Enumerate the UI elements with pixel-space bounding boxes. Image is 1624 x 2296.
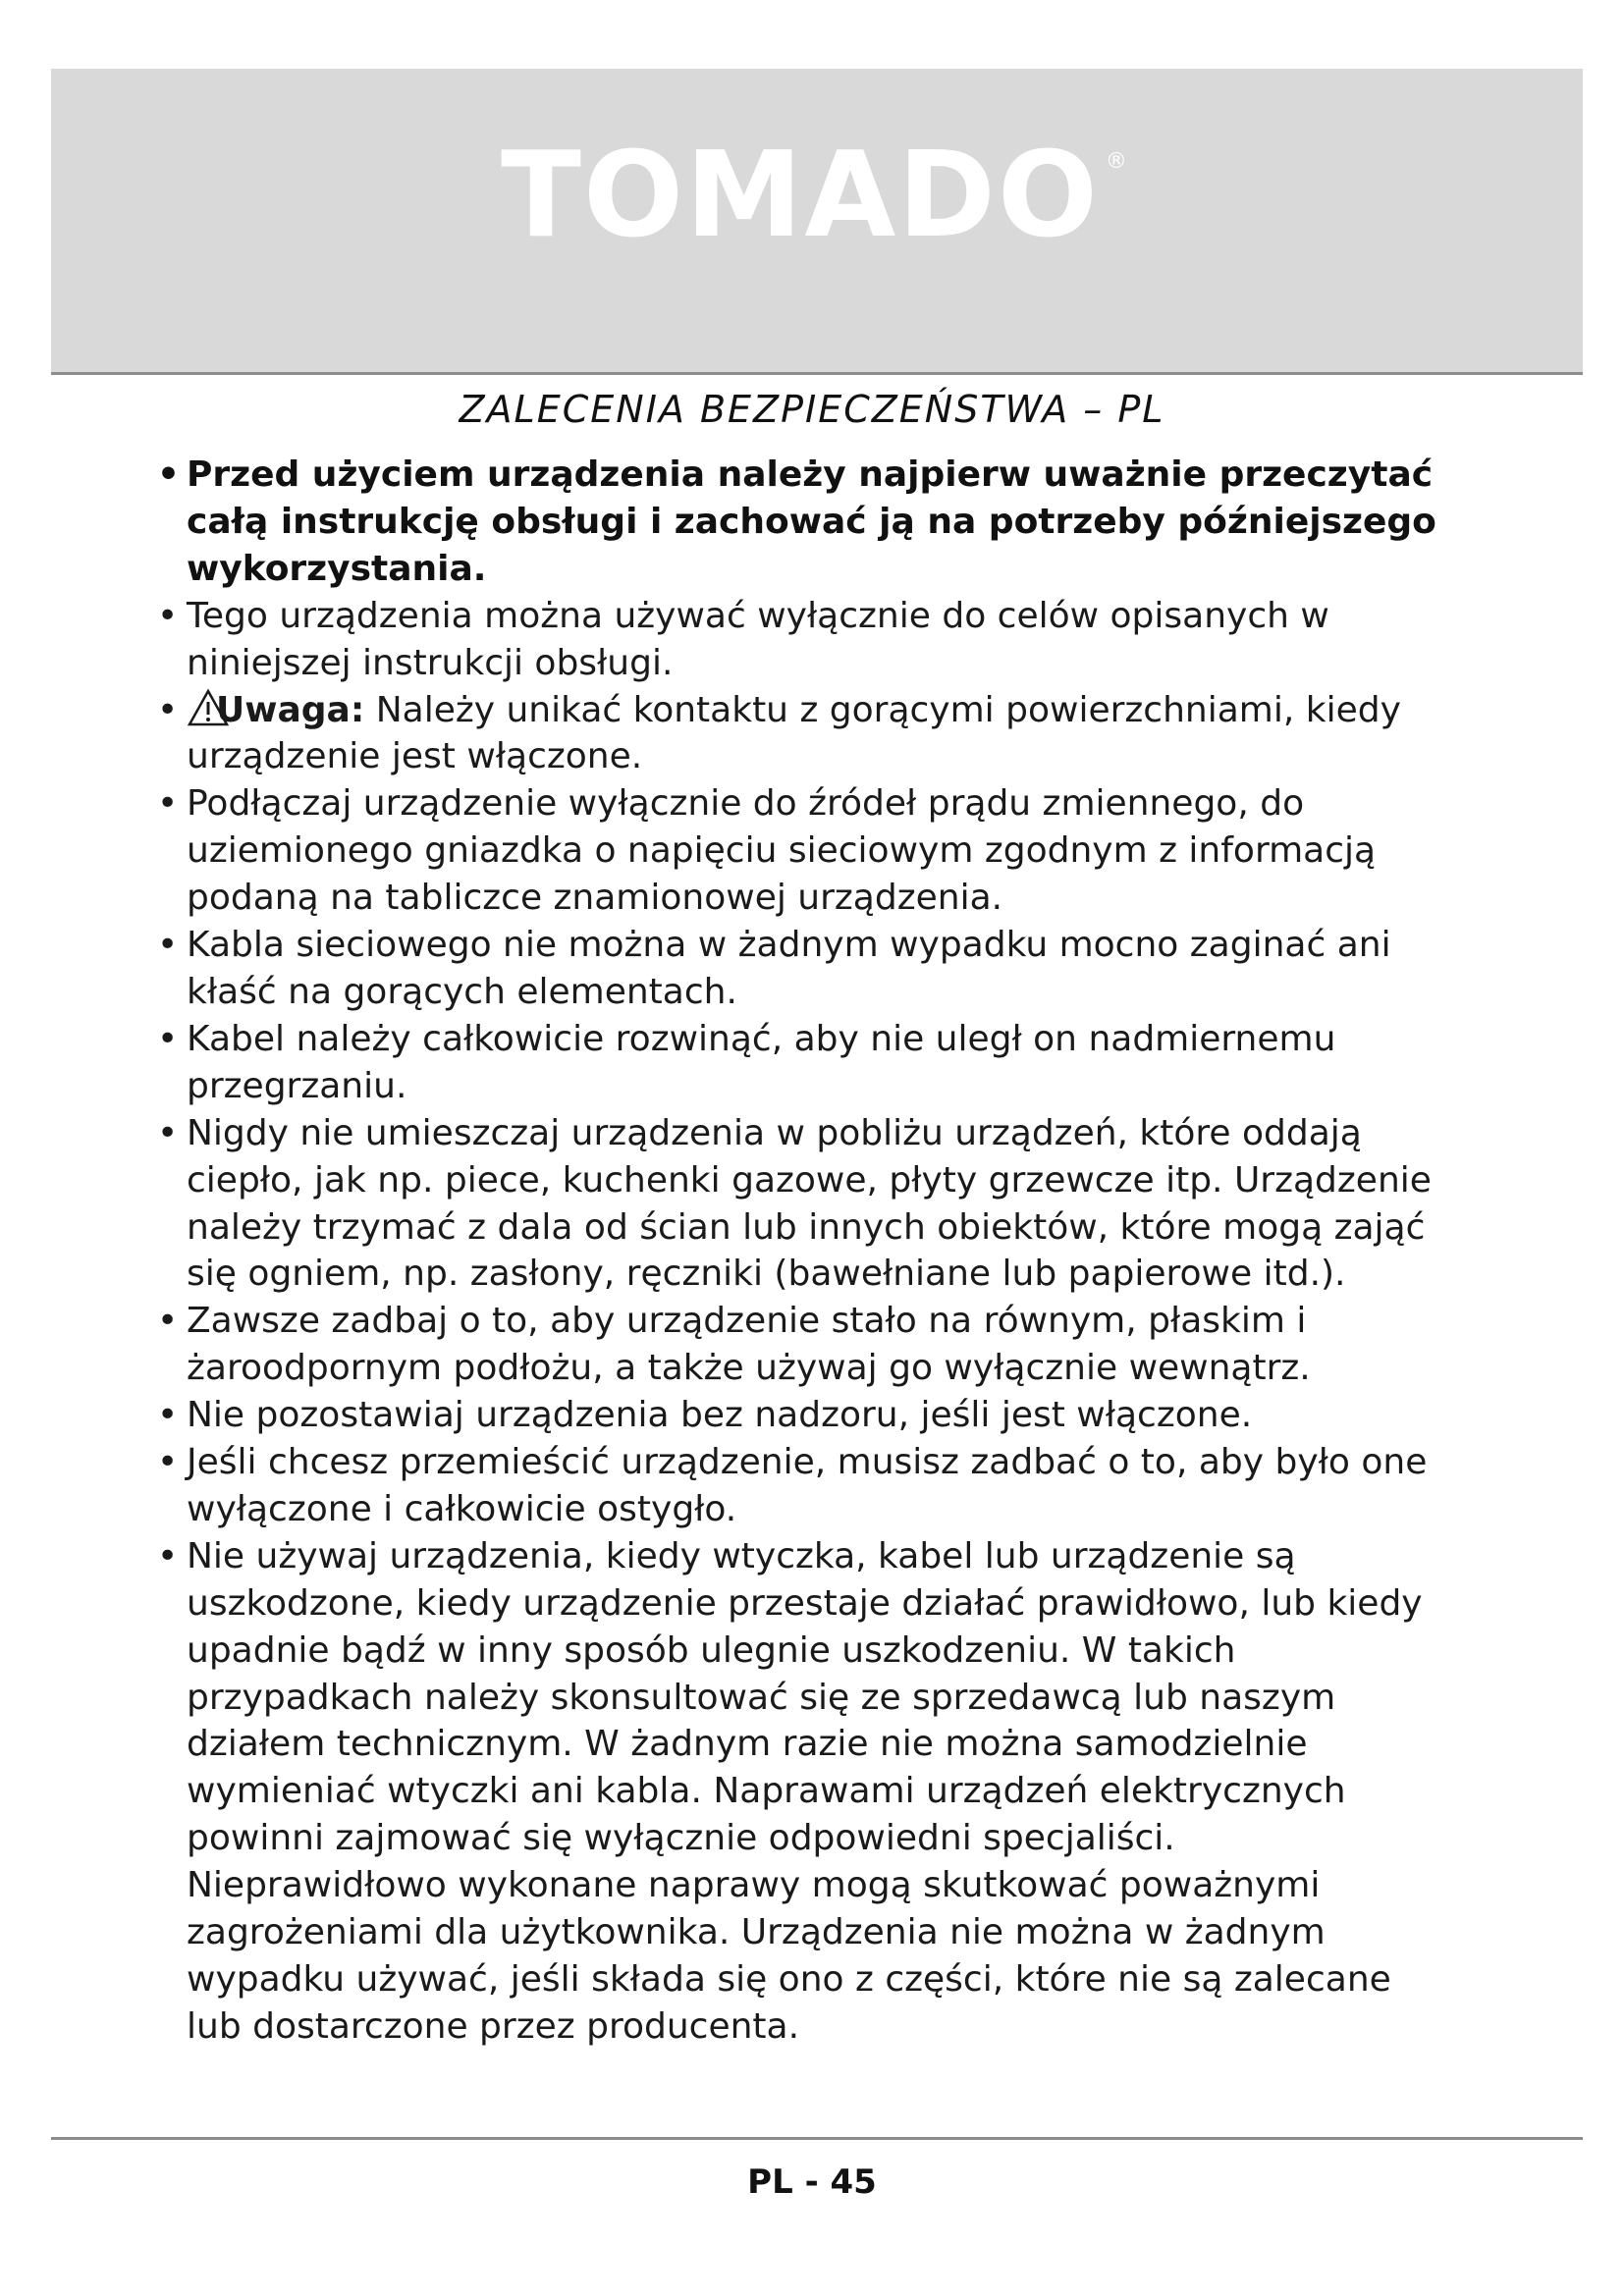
rule-item: • Nie używaj urządzenia, kiedy wtyczka, kabel lub urządzenie są uszkodzone, kiedy urządzenie przestaje działać prawidłowo, lub kiedy upadnie bądź w inny sposób ulegnie uszkodzeniu. W takich przypadkach należy skonsultować się ze sprzedawcą lub naszym działem technicznym. W żadnym razie nie można samodzielnie wymieniać wtyczki ani kabla. Naprawami urządzeń elektrycznych powinni zajmować się wyłącznie odpowiedni specjaliści. Nieprawidłowo wykonane naprawy mogą skutkować poważnymi zagrożeniami dla użytkownika. Urządzenia nie można w żadnym wypadku używać, jeśli składa się ono z części, które nie są zalecane lub dostarczone przez producenta.: [149, 1533, 1445, 2051]
footer-divider: [51, 2137, 1583, 2140]
rule-item: • Zawsze zadbaj o to, aby urządzenie stało na równym, płaskim i żaroodpornym podłożu, a także używaj go wyłącznie wewnątrz.: [149, 1298, 1445, 1392]
page-number: PL - 45: [747, 2163, 877, 2202]
rule-item: • Kabel należy całkowicie rozwinąć, aby nie uległ on nadmiernemu przegrzaniu.: [149, 1016, 1445, 1110]
brand-logo: [0, 128, 1624, 264]
rule-text: Należy unikać kontaktu z gorącymi powierzchniami, kiedy urządzenie jest włączone.: [187, 689, 1401, 777]
rule-item: • Podłączaj urządzenie wyłącznie do źródeł prądu zmiennego, do uziemionego gniazdka o napięciu sieciowym zgodnym z informacją podaną na tabliczce znamionowej urządzenia.: [149, 780, 1445, 922]
rule-item-warning: [149, 687, 1445, 781]
safety-rules-list: [149, 452, 1445, 2051]
rule-item: • Nigdy nie umieszczaj urządzenia w pobliżu urządzeń, które oddają ciepło, jak np. piece, kuchenki gazowe, płyty grzewcze itp. Urządzenie należy trzymać z dala od ścian lub innych obiektów, które mogą zająć się ogniem, np. zasłony, ręczniki (bawełniane lub papierowe itd.).: [149, 1110, 1445, 1299]
page-title: ZALECENIA BEZPIECZEŃSTWA – PL: [459, 388, 1165, 431]
rule-item: • Nie pozostawiaj urządzenia bez nadzoru, jeśli jest włączone.: [149, 1392, 1445, 1439]
rule-item: • Tego urządzenia można używać wyłącznie do celów opisanych w niniejszej instrukcji obsługi.: [149, 593, 1445, 687]
registered-mark: ®: [1105, 149, 1129, 174]
warning-label: Uwaga:: [216, 689, 365, 730]
header-divider: [51, 372, 1583, 375]
rule-item: • Kabla sieciowego nie można w żadnym wypadku mocno zaginać ani kłaść na gorących elementach.: [149, 922, 1445, 1016]
rule-item: • Przed użyciem urządzenia należy najpierw uważnie przeczytać całą instrukcję obsługi i zachować ją na potrzeby późniejszego wykorzystania.: [149, 452, 1445, 593]
rule-item: • Jeśli chcesz przemieścić urządzenie, musisz zadbać o to, aby było one wyłączone i całkowicie ostygło.: [149, 1439, 1445, 1533]
logo-text: TOMADO: [501, 128, 1100, 264]
